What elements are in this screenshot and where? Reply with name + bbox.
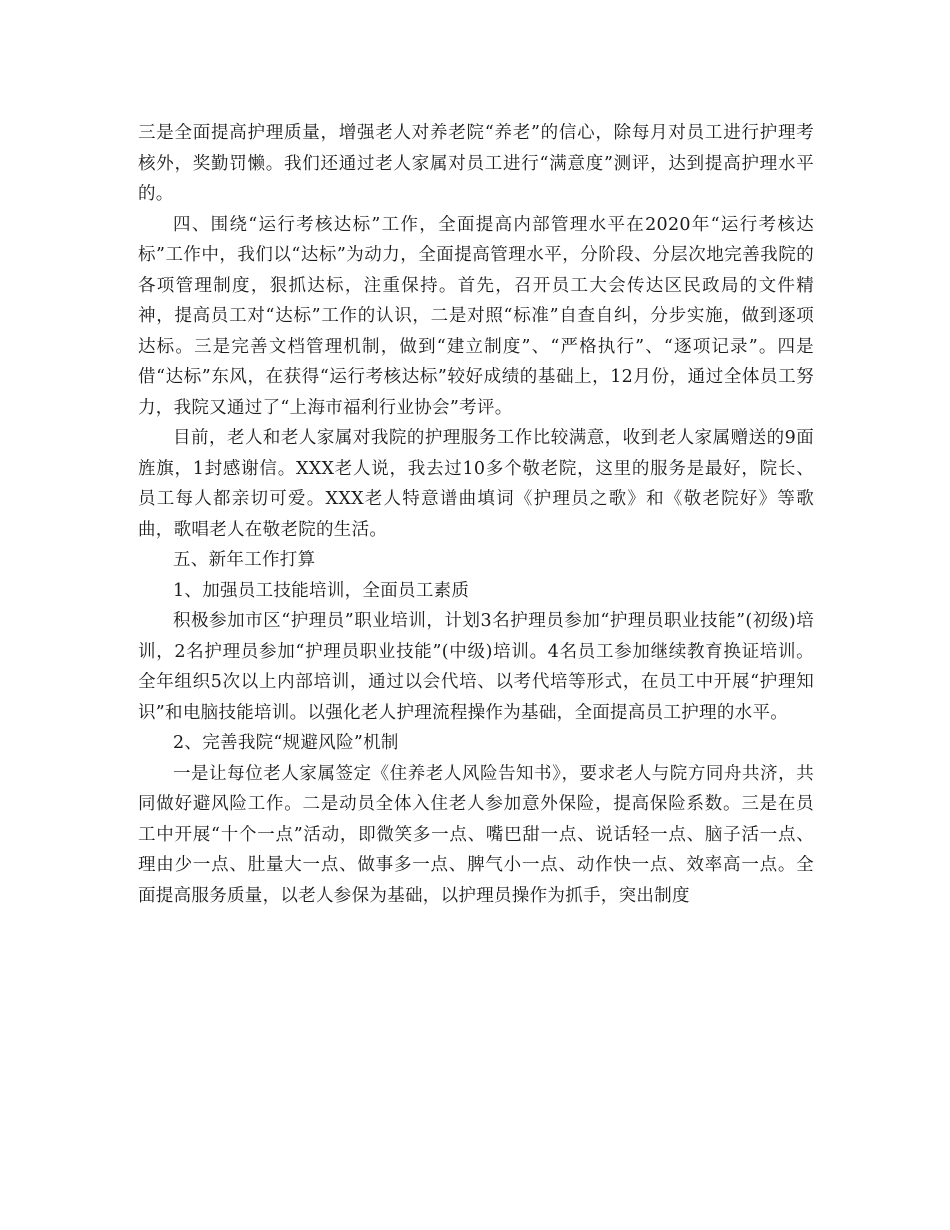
paragraph-training: 积极参加市区“护理员”职业培训，计划3名护理员参加“护理员职业技能”(初级)培训，2名护理员参加“护理员职业技能”(中级)培训。4名员工参加继续教育换证培训。全年组织5次以上内部培训，通过以会代培、以考代培等形式，在员工中开展“护理知识”和电脑技能培训。以强化老人护理流程操作为基础，全面提高员工护理的水平。: [138, 611, 814, 723]
document-body: [138, 118, 814, 911]
paragraph-satisfaction: 目前，老人和老人家属对我院的护理服务工作比较满意，收到老人家属赠送的9面旌旗，1封感谢信。XXX老人说，我去过10多个敬老院，这里的服务是最好，院长、员工每人都亲切可爱。XXX老人特意谱曲填词《护理员之歌》和《敬老院好》等歌曲，歌唱老人在敬老院的生活。: [138, 428, 814, 540]
subheading-staff-training: 1、加强员工技能培训，全面员工素质: [173, 580, 470, 601]
section-heading-new-year-plan: 五、新年工作打算: [173, 550, 316, 570]
subheading-risk-avoidance: 2、完善我院“规避风险”机制: [173, 733, 399, 753]
paragraph-risk: 一是让每位老人家属签定《住养老人风险告知书》，要求老人与院方同舟共济，共同做好避风险工作。二是动员全体入住老人参加意外保险，提高保险系数。三是在员工中开展“十个一点”活动，即微笑多一点、嘴巴甜一点、说话轻一点、脑子活一点、理由少一点、肚量大一点、做事多一点、脾气小一点、动作快一点、效率高一点。全面提高服务质量，以老人参保为基础，以护理员操作为抓手，突出制度: [138, 763, 814, 906]
paragraph-quality: 三是全面提高护理质量，增强老人对养老院“养老”的信心，除每月对员工进行护理考核外，奖勤罚懒。我们还通过老人家属对员工进行“满意度”测评，达到提高护理水平的。: [138, 123, 814, 204]
paragraph-assessment: 四、围绕“运行考核达标”工作，全面提高内部管理水平在2020年“运行考核达标”工作中，我们以“达标”为动力，全面提高管理水平，分阶段、分层次地完善我院的各项管理制度，狠抓达标，注重保持。首先，召开员工大会传达区民政局的文件精神，提高员工对“达标”工作的认识，二是对照“标准”自查自纠，分步实施，做到逐项达标。三是完善文档管理机制，做到“建立制度”、“严格执行”、“逐项记录”。四是借“达标”东风，在获得“运行考核达标”较好成绩的基础上，12月份，通过全体员工努力，我院又通过了“上海市福利行业协会”考评。: [138, 214, 814, 418]
